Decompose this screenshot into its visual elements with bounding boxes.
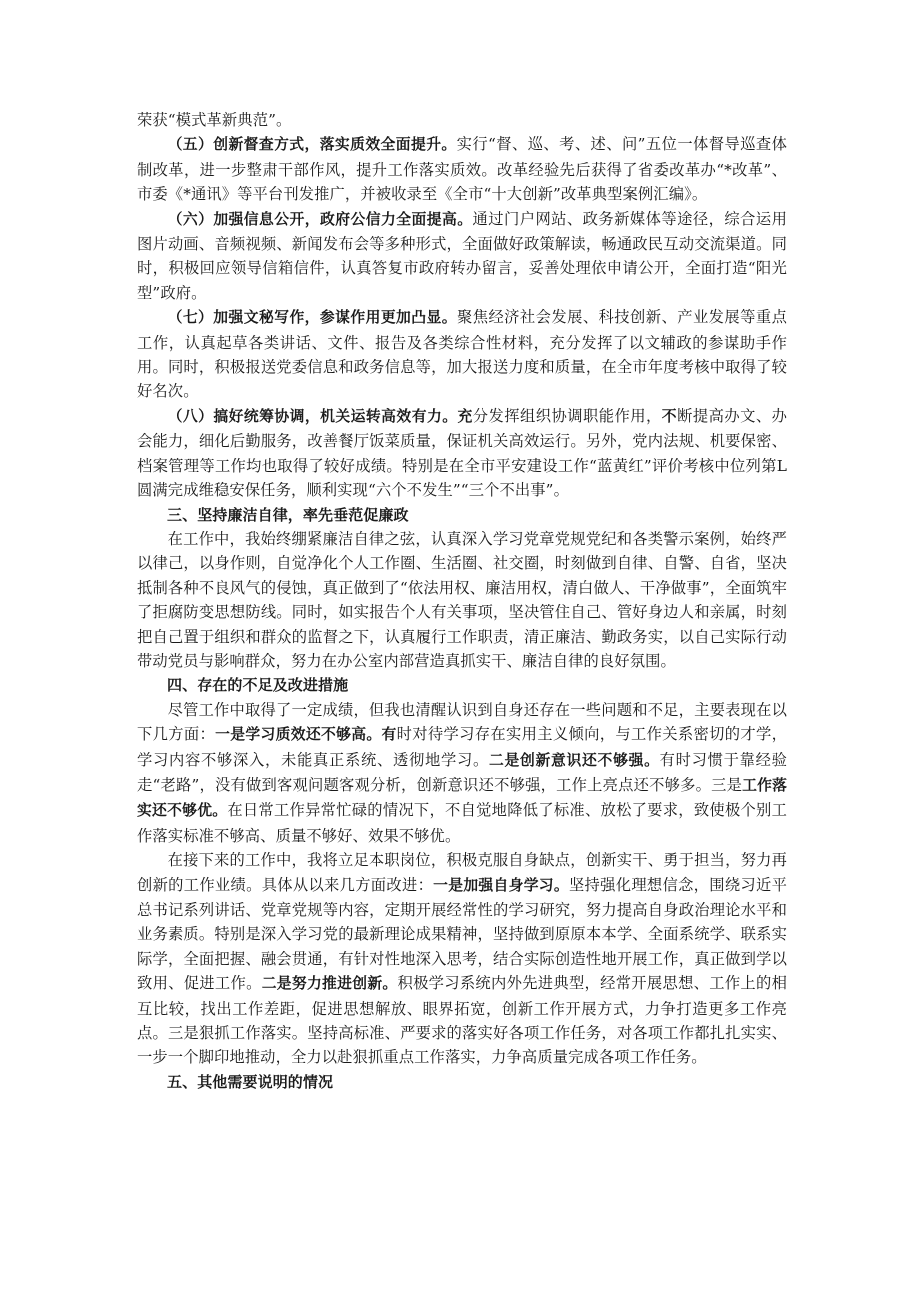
item-8-text-b: 断提高办文、办会能力，细化后勤服务，改善餐厅饭菜质量，保证机关高效运行。另外，党内法规、机要保密、档案管理等工作均也取得了较好成绩。特别是在全市平安建设工作“蓝黄红”评价考核中位列第L圆满完成维稳安保任务，顺利实现“六个不发生”“三个不出事”。: [137, 406, 787, 500]
paragraph-item-5: [137, 132, 787, 206]
shortcomings-text-2: 时对待学习存在实用主义倾向，与工作关系密切的才学，学习内容不够深入，未能真正系统、透彻地学习。: [137, 725, 787, 769]
improvements-text-1: 在接下来的工作中，我将立足本职岗位，积极克服自身缺点，创新实干、勇于担当，努力再创新的工作业绩。具体从以来几方面改进：: [137, 851, 787, 894]
paragraph-improvements: [137, 848, 787, 1070]
section-heading-3: 三、坚持廉洁自律，率先垂范促廉政: [167, 505, 409, 524]
shortcomings-text-3: 有时习惯于靠经验走“老路”，没有做到客观问题客观分析，创新意识还不够强，工作上亮点还不够多。三是: [137, 750, 787, 794]
item-5-heading: （五）创新督查方式，落实质效全面提升。: [167, 136, 457, 154]
paragraph-item-8: [137, 404, 787, 503]
improvements-bold-2: 二是努力推进创新。: [261, 975, 398, 993]
paragraph-integrity: 在工作中，我始终绷紧廉洁自律之弦，认真深入学习党章党规党纪和各类警示案例，始终严以律己，以身作则，自觉净化个人工作圈、生活圈、社交圈，时刻做到自律、自警、自省，坚决抵制各种不良风气的侵蚀，真正做到了“依法用权、廉洁用权，清白做人、干净做事”，全面筑牢了拒腐防变思想防线。同时，如实报告个人有关事项，坚决管住自己、管好身边人和亲属，时刻把自己置于组织和群众的监督之下，认真履行工作职责，清正廉洁、勤政务实，以自己实际行动带动党员与影响群众，努力在办公室内部营造真抓实干、廉洁自律的良好氛围。: [137, 529, 787, 670]
section-heading-4: 四、存在的不足及改进措施: [167, 676, 349, 695]
shortcomings-text-1: 尽管工作中取得了一定成绩，但我也清醒认识到自身还存在一些问题和不足，主要表现在以下几方面：: [137, 700, 787, 744]
paragraph-item-6: [137, 207, 787, 306]
paragraph-continuation: 荣获“模式革新典范”。: [137, 111, 292, 129]
item-6-heading: （六）加强信息公开，政府公信力全面提高。: [167, 210, 473, 228]
section-heading-5: 五、其他需要说明的情况: [167, 1072, 334, 1091]
item-8-text-a: 分发挥组织协调职能作用，: [472, 406, 662, 425]
item-7-heading: （七）加强文秘写作，参谋作用更加凸显。: [167, 309, 457, 327]
improvements-bold-1: 一是加强自身学习。: [433, 876, 569, 894]
document-body: [137, 108, 787, 1094]
item-8-heading: （八）搞好统筹协调，机关运转高效有力。充: [167, 407, 473, 425]
paragraph-shortcomings: [137, 698, 787, 848]
paragraph-item-7: [137, 305, 787, 404]
shortcomings-bold-2: 二是创新意识还不够强。: [489, 751, 660, 769]
improvements-text-3: 积极学习系统内外先进典型，经常开展思想、工作上的相互比较，找出工作差距，促进思想解放、眼界拓宽，创新工作开展方式，力争打造更多工作亮点。三是狠抓工作落实。坚持高标准、严要求的落实好各项工作任务，对各项工作都扎扎实实、一步一个脚印地推动，全力以赴狠抓重点工作落实，力争高质量完成各项工作任务。: [137, 974, 787, 1067]
shortcomings-bold-3: 工作落实还不够优。: [137, 776, 787, 820]
item-6-text: 通过门户网站、政务新媒体等途径，综合运用图片动画、音频视频、新闻发布会等多种形式，全面做好政策解读，畅通政民互动交流渠道。同时，积极回应领导信箱信件，认真答复市政府转办留言，妥善处理依申请公开，全面打造“阳光型”政府。: [137, 209, 787, 302]
improvements-text-2: 坚持强化理想信念，围绕习近平总书记系列讲话、党章党规等内容，定期开展经常性的学习研究，努力提高自身政治理论水平和业务素质。特别是深入学习党的最新理论成果精神，坚持做到原原本本学、全面系统学、联系实际学，全面把握、融会贯通，有针对性地深入思考，结合实际创造性地开展工作，真正做到学以致用、促进工作。: [137, 875, 788, 993]
shortcomings-bold-1: 一是学习质效还不够高。有: [215, 726, 397, 744]
item-7-text: 聚焦经济社会发展、科技创新、产业发展等重点工作，认真起草各类讲话、文件、报告及各类综合性材料，充分发挥了以文辅政的参谋助手作用。同时，积极报送党委信息和政务信息等，加大报送力度和质量，在全市年度考核中取得了较好名次。: [137, 308, 787, 401]
item-8-bold-b: 不: [661, 407, 678, 425]
shortcomings-text-4: 在日常工作异常忙碌的情况下，不自觉地降低了标准、放松了要求，致使极个别工作落实标准不够高、质量不够好、效果不够优。: [137, 801, 787, 845]
item-5-text: 实行“督、巡、考、述、问”五位一体督导巡查体制改革，进一步整肃干部作风，提升工作落实质效。改革经验先后获得了省委改革办“*改革”、市委《*通讯》等平台刊发推广，并被收录至《全市“十大创新”改革典型案例汇编》。: [137, 135, 788, 204]
